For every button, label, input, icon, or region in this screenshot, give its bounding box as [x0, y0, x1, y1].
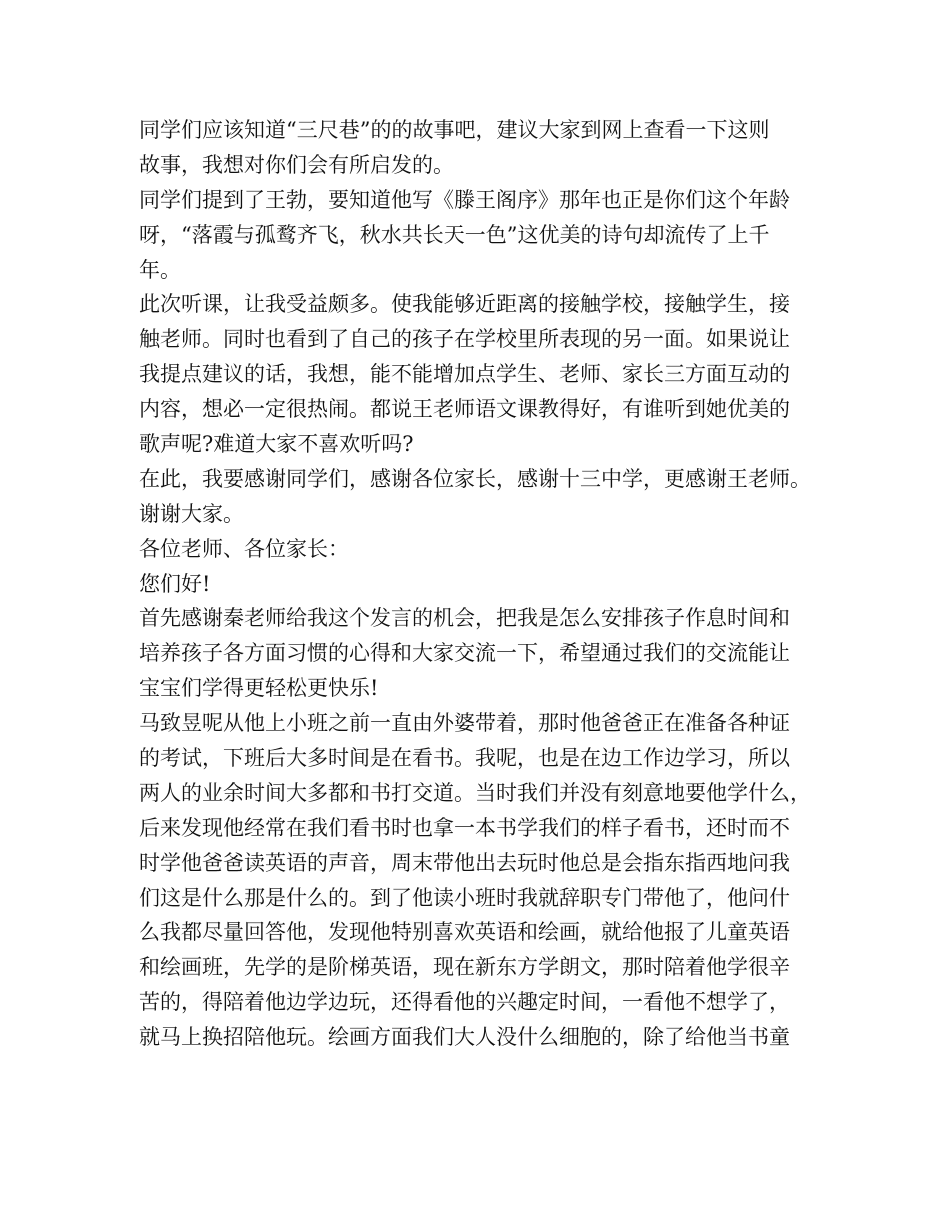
greeting-line: 您们好! [139, 571, 211, 596]
text-line: 呀，“落霞与孤鹜齐飞，秋水共长天一色”这优美的诗句却流传了上千 [139, 222, 770, 247]
text-line: 同学们提到了王勃，要知道他写《滕王阁序》那年也正是你们这个年龄 [139, 187, 790, 212]
text-line: 培养孩子各方面习惯的心得和大家交流一下，希望通过我们的交流能让 [139, 641, 790, 666]
text-line: 年。 [139, 257, 181, 282]
text-line: 宝宝们学得更轻松更快乐! [139, 676, 379, 701]
text-line: 么我都尽量回答他，发现他特别喜欢英语和绘画，就给他报了儿童英语 [139, 920, 790, 945]
text-line: 在此，我要感谢同学们，感谢各位家长，感谢十三中学，更感谢王老师。 [139, 466, 811, 491]
text-line: 就马上换招陪他玩。绘画方面我们大人没什么细胞的，除了给他当书童 [139, 1025, 790, 1050]
document-body [139, 113, 819, 1055]
text-line: 同学们应该知道“三尺巷”的的故事吧，建议大家到网上查看一下这则 [139, 118, 770, 142]
text-line: 们这是什么那是什么的。到了他读小班时我就辞职专门带他了，他问什 [139, 885, 790, 910]
text-line: 和绘画班，先学的是阶梯英语，现在新东方学朗文，那时陪着他学很辛 [139, 955, 790, 980]
text-line: 的考试，下班后大多时间是在看书。我呢，也是在边工作边学习，所以 [139, 746, 790, 771]
text-line: 苦的，得陪着他边学边玩，还得看他的兴趣定时间，一看他不想学了， [139, 990, 790, 1015]
text-line: 触老师。同时也看到了自己的孩子在学校里所表现的另一面。如果说让 [139, 327, 790, 352]
text-line: 两人的业余时间大多都和书打交道。当时我们并没有刻意地要他学什么， [139, 780, 811, 805]
text-line: 时学他爸爸读英语的声音，周末带他出去玩时他总是会指东指西地问我 [139, 850, 790, 875]
text-line: 马致昱呢从他上小班之前一直由外婆带着，那时他爸爸正在准备各种证 [139, 711, 790, 736]
text-line: 内容，想必一定很热闹。都说王老师语文课教得好，有谁听到她优美的 [139, 397, 790, 422]
text-line: 首先感谢秦老师给我这个发言的机会，把我是怎么安排孩子作息时间和 [139, 606, 790, 631]
text-line: 故事，我想对你们会有所启发的。 [139, 152, 454, 177]
text-line: 此次听课，让我受益颇多。使我能够近距离的接触学校，接触学生，接 [139, 292, 790, 317]
text-line: 谢谢大家。 [139, 501, 244, 526]
salutation-line: 各位老师、各位家长： [139, 536, 349, 561]
text-line: 后来发现他经常在我们看书时也拿一本书学我们的样子看书，还时而不 [139, 815, 790, 840]
text-line: 歌声呢?难道大家不喜欢听吗? [139, 432, 414, 457]
text-line: 我提点建议的话，我想，能不能增加点学生、老师、家长三方面互动的 [139, 362, 790, 387]
